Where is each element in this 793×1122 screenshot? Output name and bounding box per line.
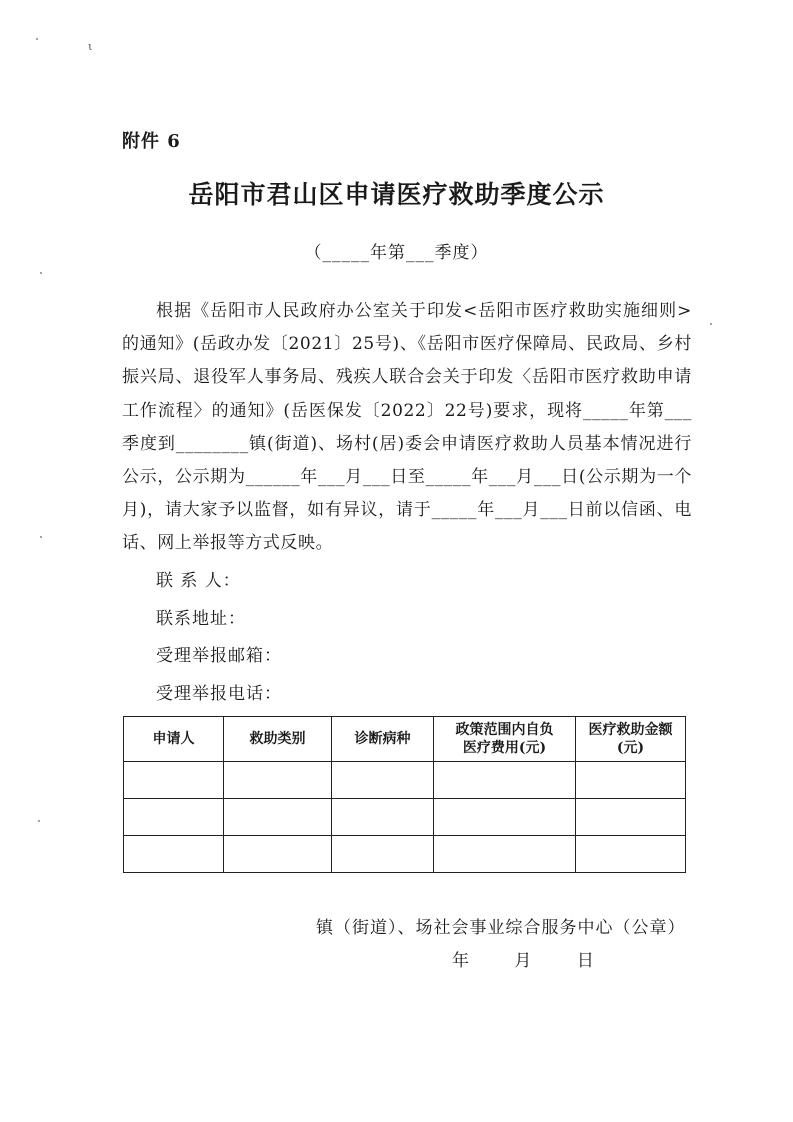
- header-self-paid-cost: 政策范围内自负 医疗费用(元): [434, 717, 576, 762]
- attachment-label: 附件 6: [122, 131, 181, 152]
- table-cell: [124, 799, 224, 836]
- date-month: 月: [514, 951, 532, 971]
- applicant-table: [123, 716, 686, 873]
- table-cell: [434, 799, 576, 836]
- header-aid-amount: 医疗救助金额 (元): [576, 717, 686, 762]
- seal-line: 镇（街道）、场社会事业综合服务中心（公章）: [316, 918, 686, 938]
- page-subtitle: （_____年第___季度）: [304, 243, 489, 263]
- table-cell: [124, 836, 224, 873]
- table-row: [124, 799, 686, 836]
- table-cell: [332, 799, 434, 836]
- table-cell: [576, 836, 686, 873]
- table-cell: [224, 799, 332, 836]
- notice-body: 根据《岳阳市人民政府办公室关于印发<岳阳市医疗救助实施细则>的通知》(岳政办发〔2021〕25号)、《岳阳市医疗保障局、民政局、乡村振兴局、退役军人事务局、残疾人联合会关于印发〈岳阳市医疗救助申请工作流程〉的通知》(岳医保发〔2022〕22号)要求，现将_____年第___季度到________镇(街道)、场村(居)委会申请医疗救助人员基本情况进行公示，公示期为______年___月___日至_____年___月___日(公示期为一个月)，请大家予以监督，如有异议，请于_____年___月___日前以信函、电话、网上举报等方式反映。: [122, 301, 692, 554]
- report-email-label: 受理举报邮箱：: [156, 646, 282, 666]
- scan-speck: [710, 323, 712, 325]
- report-phone-label: 受理举报电话：: [156, 683, 282, 704]
- table-cell: [224, 762, 332, 799]
- scan-speck: [36, 38, 38, 40]
- table-cell: [434, 836, 576, 873]
- contact-address-label: 联系地址：: [156, 608, 246, 629]
- date-line: [452, 946, 594, 971]
- table-cell: [332, 836, 434, 873]
- scan-speck: [40, 272, 42, 274]
- scan-speck: [38, 820, 40, 822]
- date-day: 日: [576, 951, 594, 971]
- table-cell: [576, 762, 686, 799]
- contact-block: [156, 563, 282, 713]
- corner-mark: ι: [88, 40, 93, 53]
- table-cell: [332, 762, 434, 799]
- scan-speck: [40, 536, 42, 538]
- table-row: [124, 762, 686, 799]
- date-year: 年: [452, 951, 469, 971]
- page-title: 岳阳市君山区申请医疗救助季度公示: [188, 180, 605, 209]
- table-cell: [124, 762, 224, 799]
- table-cell: [576, 799, 686, 836]
- table-row: [124, 836, 686, 873]
- table-cell: [224, 836, 332, 873]
- table-header-row: [124, 717, 686, 762]
- contact-person-label: 联 系 人：: [156, 571, 241, 591]
- header-diagnosis: 诊断病种: [332, 717, 434, 762]
- header-applicant: 申请人: [124, 717, 224, 762]
- header-aid-category: 救助类别: [224, 717, 332, 762]
- table-cell: [434, 762, 576, 799]
